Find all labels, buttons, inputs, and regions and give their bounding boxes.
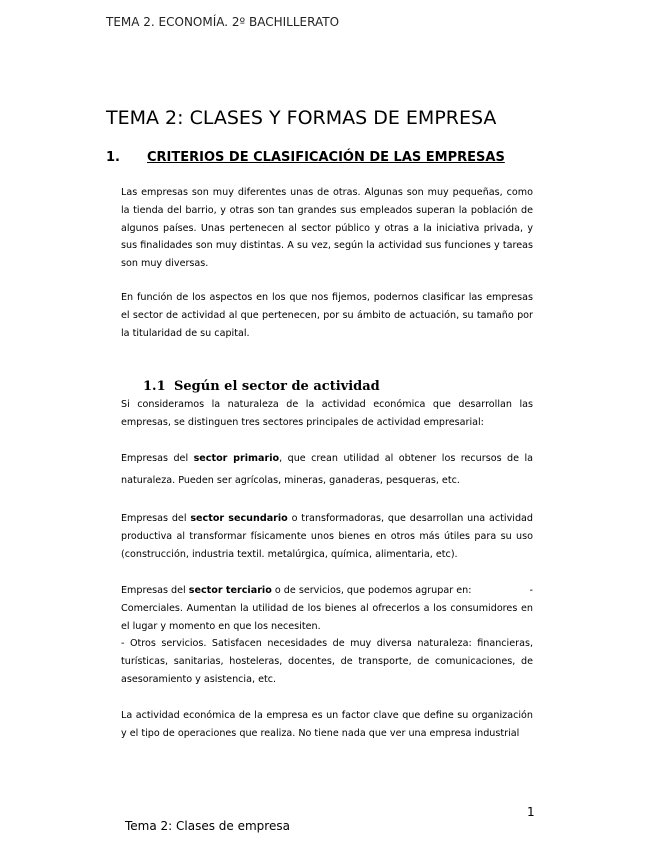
primario-paragraph xyxy=(121,448,533,492)
primario-term: sector primario xyxy=(193,453,280,464)
terciario-paragraph xyxy=(121,582,533,689)
page-number: 1 xyxy=(527,805,535,819)
section-title: CRITERIOS DE CLASIFICACIÓN DE LAS EMPRESAS xyxy=(147,150,505,165)
criteria-paragraph: En función de los aspectos en los que nos fijemos, podernos clasificar las empresas el sector de actividad al que pertenecen, por su ámbito de actuación, su tamaño por la titularidad de su capital. xyxy=(121,292,533,339)
secundario-paragraph xyxy=(121,510,533,563)
subsection-title: Según el sector de actividad xyxy=(174,379,380,394)
terciario-term: sector terciario xyxy=(188,585,272,596)
otros-servicios-item: - Otros servicios. Satisfacen necesidades de muy diversa naturaleza: financieras, turísticas, sanitarias, hosteleras, docentes, de transporte, de comunicaciones, de asesoramiento y asistencia, etc. xyxy=(121,638,533,685)
primario-lead: Empresas del xyxy=(121,453,194,464)
document-title: TEMA 2: CLASES Y FORMAS DE EMPRESA xyxy=(106,107,497,129)
page-footer: Tema 2: Clases de empresa xyxy=(125,819,290,833)
closing-paragraph: La actividad económica de la empresa es un factor clave que define su organización y el tipo de operaciones que realiza. No tiene nada que ver una empresa industrial xyxy=(121,710,533,739)
terciario-dash: - xyxy=(529,585,533,596)
secundario-lead: Empresas del xyxy=(121,513,191,524)
terciario-lead: Empresas del xyxy=(121,585,189,596)
intro-paragraph: Las empresas son muy diferentes unas de otras. Algunas son muy pequeñas, como la tienda del barrio, y otras son tan grandes sus empleados superan la población de algunos países. Unas pertenecen al sector público y otras a la iniciativa privada, y sus finalidades son muy distintas. A su vez, según la actividad sus funciones y tareas son muy diversas. xyxy=(121,187,533,270)
page-header: TEMA 2. ECONOMÍA. 2º BACHILLERATO xyxy=(106,15,340,29)
terciario-text: o de servicios, que podemos agrupar en: xyxy=(271,585,472,596)
primario-text: , que crean utilidad al obtener los recursos de la naturaleza. Pueden ser agrícolas, mineras, ganaderas, pesqueras, etc. xyxy=(121,453,534,486)
section-number: 1. xyxy=(106,150,120,165)
subsection-number: 1.1 xyxy=(143,379,166,394)
terciario-first-line xyxy=(121,582,533,600)
secundario-term: sector secundario xyxy=(190,513,288,524)
sector-intro-paragraph: Si consideramos la naturaleza de la actividad económica que desarrollan las empresas, se distinguen tres sectores principales de actividad empresarial: xyxy=(121,399,533,428)
secundario-text: o transformadoras, que desarrollan una actividad productiva al transformar físicamente unos bienes en otros más útiles para su uso (construcción, industria textil. metalúrgica, química, alimentaria, etc). xyxy=(121,513,533,560)
comerciales-item: Comerciales. Aumentan la utilidad de los bienes al ofrecerlos a los consumidores en el lugar y momento en que los necesiten. xyxy=(121,602,533,632)
